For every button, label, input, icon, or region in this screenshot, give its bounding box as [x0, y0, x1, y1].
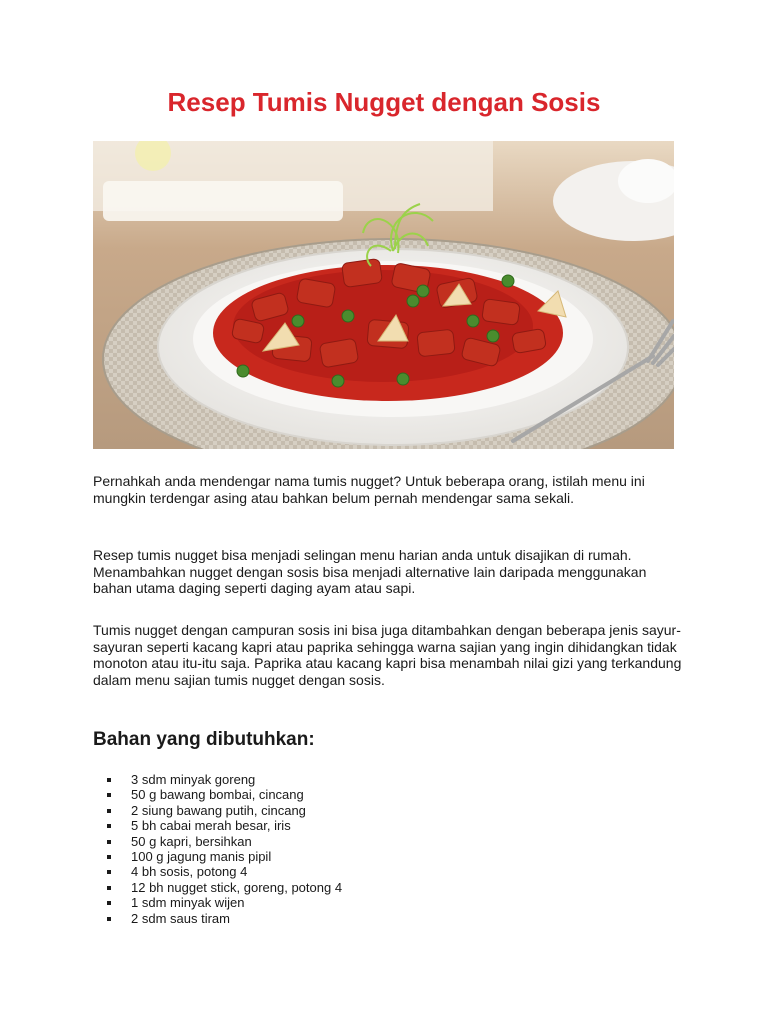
body-paragraph: Tumis nugget dengan campuran sosis ini bisa juga ditambahkan dengan beberapa jenis sayur-sayuran seperti kacang kapri atau paprika sehingga warna sajian yang ingin dihidangkan tidak monoton atau itu-itu saja. Paprika atau kacang kapri bisa menambah nilai gizi yang terkandung dalam menu sajian tumis nugget dengan sosis.: [93, 622, 682, 688]
bullet-icon: [107, 840, 111, 844]
ingredient-text: 12 bh nugget stick, goreng, potong 4: [131, 879, 343, 895]
list-item: [93, 772, 493, 787]
list-item: [93, 895, 493, 910]
list-item: [93, 880, 493, 895]
ingredient-text: 50 g kapri, bersihkan: [131, 833, 252, 849]
body-paragraph: Resep tumis nugget bisa menjadi selingan menu harian anda untuk disajikan di rumah. Menambahkan nugget dengan sosis bisa menjadi alternative lain daripada menggunakan bahan utama daging seperti daging ayam atau sapi.: [93, 547, 647, 597]
ingredient-text: 50 g bawang bombai, cincang: [131, 787, 304, 803]
bullet-icon: [107, 886, 111, 890]
list-item: [93, 834, 493, 849]
list-item: [93, 864, 493, 879]
bullet-icon: [107, 901, 111, 905]
ingredient-text: 4 bh sosis, potong 4: [131, 864, 248, 880]
list-item: [93, 787, 493, 802]
hero-image: [93, 141, 674, 449]
list-item: [93, 803, 493, 818]
ingredient-text: 100 g jagung manis pipil: [131, 849, 272, 865]
bullet-icon: [107, 809, 111, 813]
intro-paragraph: Pernahkah anda mendengar nama tumis nugget? Untuk beberapa orang, istilah menu ini mungkin terdengar asing atau bahkan belum pernah mendengar sama sekali.: [93, 473, 645, 506]
list-item: [93, 818, 493, 833]
list-item: [93, 849, 493, 864]
bullet-icon: [107, 917, 111, 921]
ingredient-text: 5 bh cabai merah besar, iris: [131, 818, 291, 834]
ingredient-text: 3 sdm minyak goreng: [131, 772, 256, 787]
list-item: [93, 911, 493, 926]
bullet-icon: [107, 855, 111, 859]
bullet-icon: [107, 870, 111, 874]
bullet-icon: [107, 778, 111, 782]
ingredients-heading: Bahan yang dibutuhkan:: [93, 729, 315, 750]
bullet-icon: [107, 824, 111, 828]
ingredient-text: 1 sdm minyak wijen: [131, 895, 245, 911]
page-title: Resep Tumis Nugget dengan Sosis: [167, 87, 601, 117]
ingredients-list: [93, 772, 493, 926]
bullet-icon: [107, 793, 111, 797]
ingredient-text: 2 siung bawang putih, cincang: [131, 802, 306, 818]
ingredient-text: 2 sdm saus tiram: [131, 910, 230, 926]
